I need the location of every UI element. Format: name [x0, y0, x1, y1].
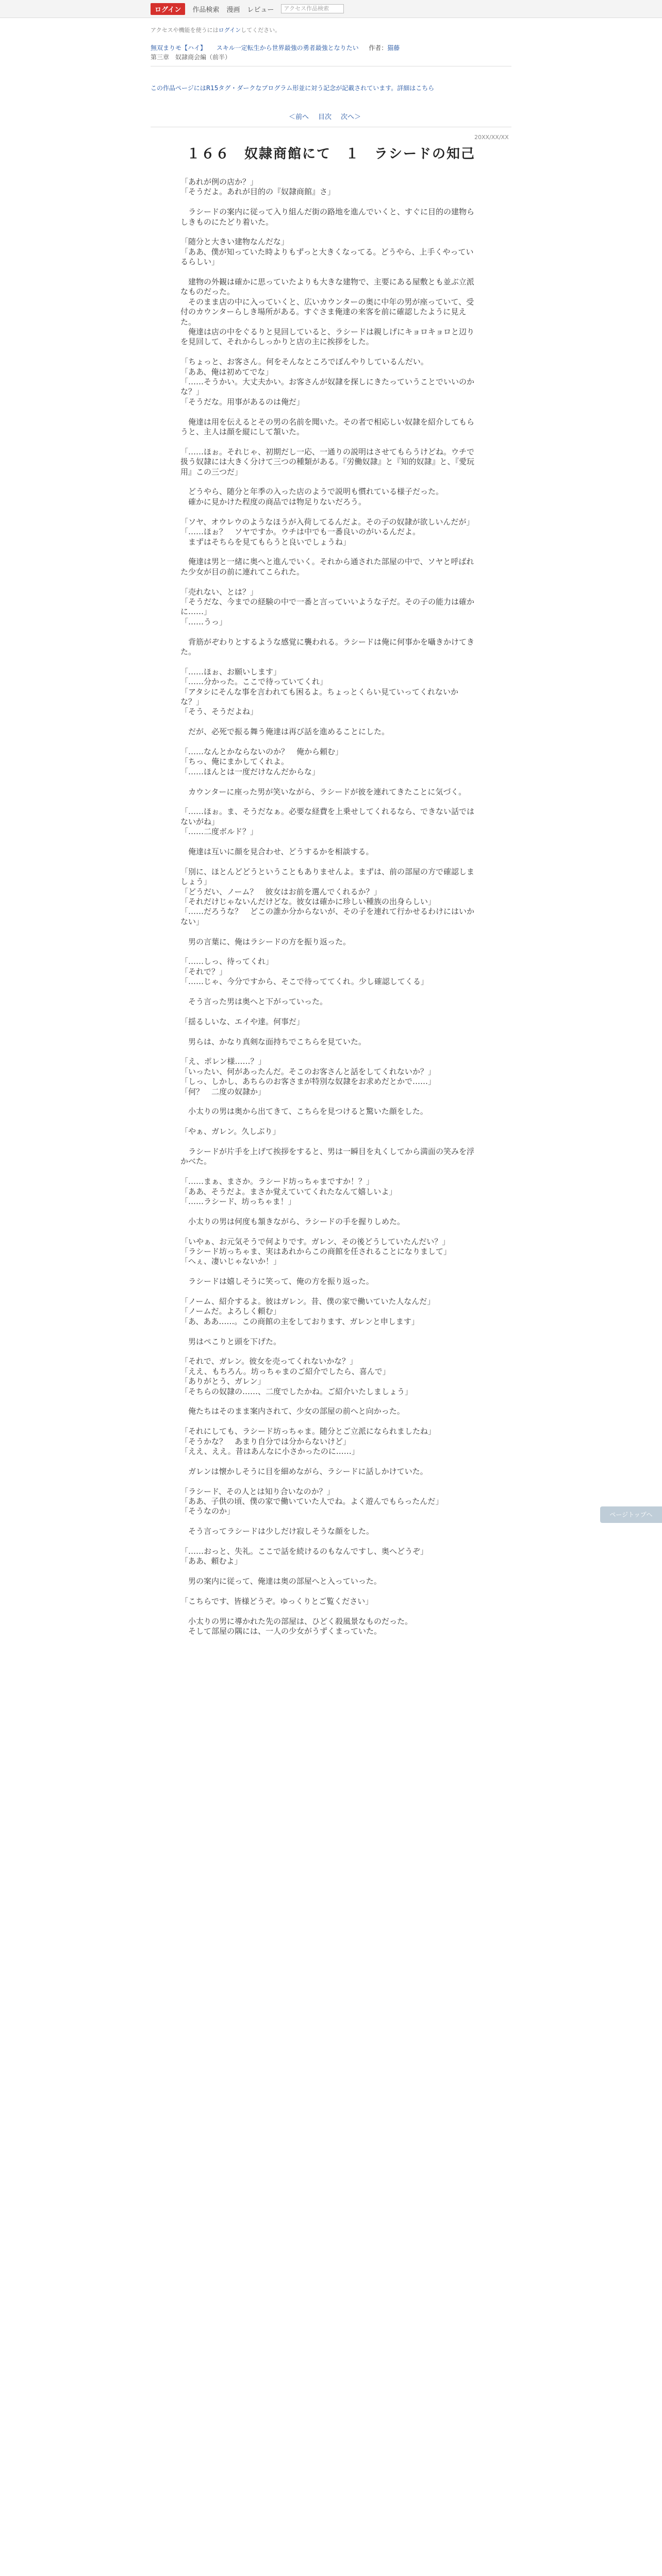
- body-paragraph: 俺たちはそのまま案内されて、少女の部屋の前へと向かった。: [180, 1406, 405, 1416]
- body-paragraph: 「どうだい、ノーム？ 彼女はお前を選んでくれるか？」: [180, 887, 382, 896]
- body-paragraph: 「ノーム、紹介するよ。彼はガレン。昔、僕の家で働いていた人なんだ」: [180, 1297, 435, 1306]
- body-paragraph: 「……うっ」: [180, 617, 227, 626]
- body-paragraph: [180, 1287, 474, 1297]
- body-paragraph: 男の案内に従って、俺達は奥の部屋へと入っていった。: [180, 1577, 382, 1586]
- body-paragraph: [180, 657, 474, 667]
- body-paragraph: そのまま店の中に入っていくと、広いカウンターの奥に中年の男が座っていて、受付のカウンターらしき場所がある。すぐさま俺達の来客を前に確認したように見えた。: [180, 297, 474, 327]
- body-paragraph: [180, 737, 474, 747]
- body-paragraph: 「あれが例の店か？」: [180, 177, 258, 187]
- body-paragraph: まずはそちらを見てもらうと良いでしょうね」: [180, 537, 351, 547]
- body-paragraph: 「そちらの奴隷の……、二度でしたかね。ご紹介いたしましょう」: [180, 1386, 413, 1396]
- body-paragraph: 「……ほんとは一度だけなんだからな」: [180, 767, 320, 776]
- body-paragraph: 「売れない、とは？」: [180, 587, 258, 597]
- body-paragraph: [180, 1167, 474, 1177]
- body-paragraph: だが、必死で振る舞う俺達は再び話を進めることにした。: [180, 727, 390, 737]
- body-paragraph: 「……おっと、失礼。ここで話を続けるのもなんですし、奥へどうぞ」: [180, 1547, 428, 1556]
- body-paragraph: 「ええ、ええ。昔はあんなに小さかったのに……」: [180, 1447, 359, 1456]
- body-paragraph: [180, 1267, 474, 1277]
- body-paragraph: ガレンは懐かしそうに目を細めながら、ラシードに話しかけていた。: [180, 1466, 428, 1476]
- body-paragraph: [180, 1347, 474, 1357]
- body-paragraph: 「アタシにそんな事を言われても困るよ。ちょっとくらい見ていってくれないかな？」: [180, 687, 458, 706]
- body-paragraph: 「……じゃ、今分ですから、そこで待っててくれ。少し確認してくる」: [180, 977, 428, 987]
- body-paragraph: [180, 1606, 474, 1616]
- body-paragraph: [180, 347, 474, 357]
- body-paragraph: [180, 197, 474, 207]
- nav-manga[interactable]: 漫画: [226, 6, 240, 14]
- body-paragraph: そう言った男は奥へと下がっていった。: [180, 996, 328, 1006]
- body-paragraph: [180, 627, 474, 637]
- nav-review[interactable]: レビュー: [247, 6, 274, 14]
- body-paragraph: 「……そうかい。大丈夫かい。お客さんが奴隷を探しにきたっていうことでいいのかな？」: [180, 377, 475, 397]
- body-paragraph: 「それだけじゃないんだけどな。彼女は確かに珍しい種族の出身らしい」: [180, 896, 436, 906]
- body-paragraph: [180, 1477, 474, 1486]
- body-paragraph: 小太りの男は何度も頷きながら、ラシードの手を握りしめた。: [180, 1216, 405, 1226]
- body-paragraph: 「そう、そうだよね」: [180, 707, 258, 717]
- body-paragraph: [180, 1137, 474, 1147]
- body-paragraph: [180, 1397, 474, 1406]
- body-paragraph: [180, 1327, 474, 1336]
- index-link[interactable]: 目次: [318, 113, 332, 121]
- body-paragraph: 俺達は互いに顔を見合わせ、どうするかを相談する。: [180, 846, 374, 856]
- body-paragraph: 「いやぁ、お元気そうで何よりです。ガレン、その後どうしていたんだい？」: [180, 1236, 450, 1246]
- body-paragraph: そして部屋の隅には、一人の少女がうずくまっていた。: [180, 1626, 382, 1636]
- body-paragraph: 「揺るしいな、エイや達。何事だ」: [180, 1016, 305, 1026]
- body-paragraph: 「ええ、もちろん。坊っちゃまのご紹介でしたら、喜んで」: [180, 1366, 390, 1376]
- body-paragraph: 「随分と大きい建物なんだな」: [180, 237, 289, 247]
- breadcrumb: 無双まりモ【ハイ】 スキル一定転生から世界最強の勇者最強となりたい 作者：猫藤: [151, 44, 400, 52]
- body-paragraph: 「……まぁ、まさか。ラシード坊っちゃまですか！？」: [180, 1177, 374, 1187]
- body-paragraph: 俺達は店の中をぐるりと見回していると、ラシードは親しげにキョロキョロと辺りを見回して、それからしっかりと店の主に挨拶をした。: [180, 327, 475, 347]
- body-paragraph: 「……ほぉ？ ソヤですか。ウチは中でも一番良いのがいるんだよ。: [180, 527, 421, 537]
- body-paragraph: 「そうだよ。あれが目的の『奴隷商館』さ」: [180, 187, 336, 197]
- series-link[interactable]: スキル一定転生から世界最強の勇者最強となりたい: [216, 44, 359, 52]
- body-paragraph: [180, 837, 474, 847]
- body-paragraph: 「ああ、俺は初めてでな」: [180, 367, 273, 377]
- nav-search[interactable]: 作品検索: [192, 6, 220, 14]
- body-paragraph: 「それで？」: [180, 967, 227, 976]
- body-paragraph: 男の言葉に、俺はラシードの方を振り返った。: [180, 937, 351, 946]
- body-paragraph: ラシードの案内に従って入り組んだ街の路地を進んでいくと、すぐに目的の建物らしきものにたどり着いた。: [180, 207, 475, 227]
- genre-link[interactable]: 無双まりモ【ハイ】: [151, 44, 207, 52]
- body-paragraph: [180, 1227, 474, 1236]
- body-paragraph: 建物の外観は確かに思っていたよりも大きな建物で、主要にある屋敷とも並ぶ立派なものだった。: [180, 277, 474, 297]
- body-paragraph: 「ありがとう、ガレン」: [180, 1377, 266, 1386]
- body-paragraph: 「別に、ほとんどどうということもありませんよ。まずは、前の部屋の方で確認しましょう」: [180, 867, 475, 887]
- body-paragraph: 「え、ポレン様……？」: [180, 1057, 266, 1066]
- prev-link[interactable]: ＜前へ: [289, 113, 309, 121]
- body-paragraph: 「ああ、子供の頃、僕の家で働いていた人でね。よく遊んでもらったんだ」: [180, 1497, 443, 1506]
- pager: [289, 111, 361, 121]
- body-paragraph: [180, 1007, 474, 1016]
- body-paragraph: [180, 1417, 474, 1427]
- body-paragraph: [180, 927, 474, 937]
- body-paragraph: 「やぁ、ガレン。久しぶり」: [180, 1127, 280, 1137]
- body-paragraph: 「それにしても、ラシード坊っちゃま。随分とご立派になられましたね」: [180, 1427, 436, 1436]
- body-paragraph: [180, 1117, 474, 1127]
- top-bar: [0, 0, 662, 18]
- body-paragraph: [180, 717, 474, 727]
- body-paragraph: カウンターに座った男が笑いながら、ラシードが彼を連れてきたことに気づく。: [180, 787, 467, 796]
- body-paragraph: [180, 777, 474, 787]
- body-paragraph: 「……だろうな？ どこの誰か分からないが、その子を連れて行かせるわけにはいかない」: [180, 907, 475, 926]
- body-paragraph: [180, 477, 474, 487]
- body-paragraph: そう言ってラシードは少しだけ寂しそうな顔をした。: [180, 1527, 374, 1536]
- body-paragraph: 「……ほぉ。それじゃ、初期だし一応、一通りの説明はさせてもらうけどね。ウチで扱う奴隷には大きく分けて三つの種類がある。『労働奴隷』と『知的奴隷』と、『愛玩用』この三つだ」: [180, 447, 475, 477]
- body-paragraph: 「ああ、そうだよ。まさか覚えていてくれたなんて嬉しいよ」: [180, 1187, 397, 1196]
- body-paragraph: 「そうだな。用事があるのは俺だ」: [180, 397, 305, 406]
- body-paragraph: [180, 267, 474, 277]
- post-date: 20XX/XX/XX: [474, 134, 509, 141]
- login-link[interactable]: ログイン: [218, 27, 241, 33]
- body-paragraph: [180, 1097, 474, 1107]
- body-paragraph: [180, 947, 474, 957]
- next-link[interactable]: 次へ＞: [341, 113, 361, 121]
- episode-body: [180, 177, 474, 1637]
- body-paragraph: 「……二度ボルド？」: [180, 827, 258, 837]
- body-paragraph: 「あ、ああ……。この商館の主をしております、ガレンと申します」: [180, 1316, 419, 1326]
- search-input[interactable]: アクセス作品検索: [281, 4, 344, 13]
- body-paragraph: [180, 1207, 474, 1216]
- body-paragraph: 「……ラシード、坊っちゃま！」: [180, 1197, 296, 1206]
- body-paragraph: 「何？ 二度の奴隷か」: [180, 1087, 266, 1096]
- body-paragraph: ラシードは嬉しそうに笑って、俺の方を振り返った。: [180, 1277, 374, 1286]
- body-paragraph: 俺達は男と一緒に奥へと進んでいく。それから通された部屋の中で、ソヤと呼ばれた少女が目の前に連れてこられた。: [180, 557, 474, 577]
- body-paragraph: 「……分かった。ここで待っていてくれ」: [180, 677, 328, 687]
- body-paragraph: 背筋がぞわりとするような感覚に襲われる。ラシードは俺に何事かを囁きかけてきた。: [180, 637, 475, 656]
- body-paragraph: [180, 227, 474, 237]
- warning-link[interactable]: こちら: [416, 84, 435, 92]
- chapter-label: 第三章 奴隷商会編（前半）: [151, 54, 231, 61]
- body-paragraph: 「それで、ガレン。彼女を売ってくれないかな？」: [180, 1357, 358, 1366]
- body-paragraph: [180, 1456, 474, 1466]
- body-paragraph: 「こちらです、皆様どうぞ。ゆっくりとご覧ください」: [180, 1597, 373, 1606]
- body-paragraph: 「ちっ、俺にまかしてくれよ。: [180, 757, 289, 767]
- body-paragraph: 「ソヤ、オウレウのようなほうが入荷してるんだよ。その子の奴隷が欲しいんだが」: [180, 517, 474, 527]
- body-paragraph: 男はぺこりと頭を下げた。: [180, 1336, 282, 1346]
- body-paragraph: [180, 577, 474, 587]
- body-paragraph: 「そうだな、今までの経験の中で一番と言っていいような子だ。その子の能力は確かに……」: [180, 597, 475, 617]
- body-paragraph: [180, 1567, 474, 1577]
- body-paragraph: 「ああ、頼むよ」: [180, 1556, 242, 1566]
- body-paragraph: [180, 857, 474, 867]
- body-paragraph: 「ノームだ。よろしく頼む」: [180, 1307, 281, 1316]
- body-paragraph: [180, 507, 474, 517]
- body-paragraph: 「ああ、僕が知っていた時よりもずっと大きくなってる。どうやら、上手くやっているらしい」: [180, 247, 474, 267]
- body-paragraph: どうやら、随分と年季の入った店のようで説明も慣れている様子だった。: [180, 487, 444, 497]
- body-paragraph: [180, 797, 474, 807]
- body-paragraph: 男らは、かなり真剣な面持ちでこちらを見ていた。: [180, 1037, 366, 1046]
- body-paragraph: [180, 1587, 474, 1597]
- content-warning: この作品ページにはR15タグ・ダークなプログラム形並に対う記念が記載されています。詳細はこちら: [151, 84, 435, 92]
- body-paragraph: 「……しっ、待ってくれ」: [180, 957, 274, 967]
- body-paragraph: 俺達は用を伝えるとその男の名前を聞いた。その者で相応しい奴隷を紹介してもらうと、主人は顔を縦にして頷いた。: [180, 417, 475, 437]
- body-paragraph: 「しっ、しかし、あちらのお客さまが特別な奴隷をお求めだとかで……」: [180, 1077, 436, 1087]
- body-paragraph: 「そうなのか」: [180, 1506, 235, 1516]
- body-paragraph: 「そうかな？ あまり自分では分からないけど」: [180, 1436, 351, 1446]
- body-paragraph: [180, 547, 474, 557]
- body-paragraph: [180, 437, 474, 447]
- body-paragraph: 「……ほぉ、お願いします」: [180, 667, 282, 676]
- author-link[interactable]: 猫藤: [387, 44, 400, 52]
- login-notice: アクセスや機能を使うにはログインしてください。: [151, 27, 281, 33]
- episode-title: １６６ 奴隷商館にて １ ラシードの知己: [186, 146, 475, 162]
- body-paragraph: 小太りの男に導かれた先の部屋は、ひどく殺風景なものだった。: [180, 1616, 413, 1626]
- body-paragraph: 「ちょっと、お客さん。何をそんなところでぼんやりしているんだい。: [180, 357, 428, 367]
- page-top-button[interactable]: ページトップへ: [600, 1506, 662, 1523]
- body-paragraph: 「……なんとかならないのか？ 俺から頼む」: [180, 747, 343, 756]
- body-paragraph: ラシードが片手を上げて挨拶をすると、男は一瞬目を丸くしてから満面の笑みを浮かべた。: [180, 1146, 475, 1166]
- login-button[interactable]: ログイン: [151, 3, 185, 15]
- body-paragraph: [180, 407, 474, 417]
- body-paragraph: [180, 1027, 474, 1037]
- body-paragraph: 小太りの男は奥から出てきて、こちらを見つけると驚いた顔をした。: [180, 1107, 428, 1116]
- body-paragraph: 「いったい、何があったんだ。そこのお客さんと話をしてくれないか？」: [180, 1066, 436, 1076]
- body-paragraph: [180, 1047, 474, 1057]
- body-paragraph: 「ラシード、その人とは知り合いなのか？」: [180, 1486, 335, 1496]
- body-paragraph: [180, 1517, 474, 1527]
- body-paragraph: 「……ほぉ。ま、そうだなぁ。必要な経費を上乗せしてくれるなら、できない話ではないがね」: [180, 807, 475, 826]
- body-paragraph: 「へぇ、凄いじゃないか！」: [180, 1257, 282, 1266]
- body-paragraph: [180, 1537, 474, 1547]
- body-paragraph: 確かに見かけた程度の商品では物足りないだろう。: [180, 497, 367, 506]
- body-paragraph: [180, 987, 474, 997]
- body-paragraph: 「ラシード坊っちゃま、実はあれからこの商館を任されることになりまして」: [180, 1247, 452, 1256]
